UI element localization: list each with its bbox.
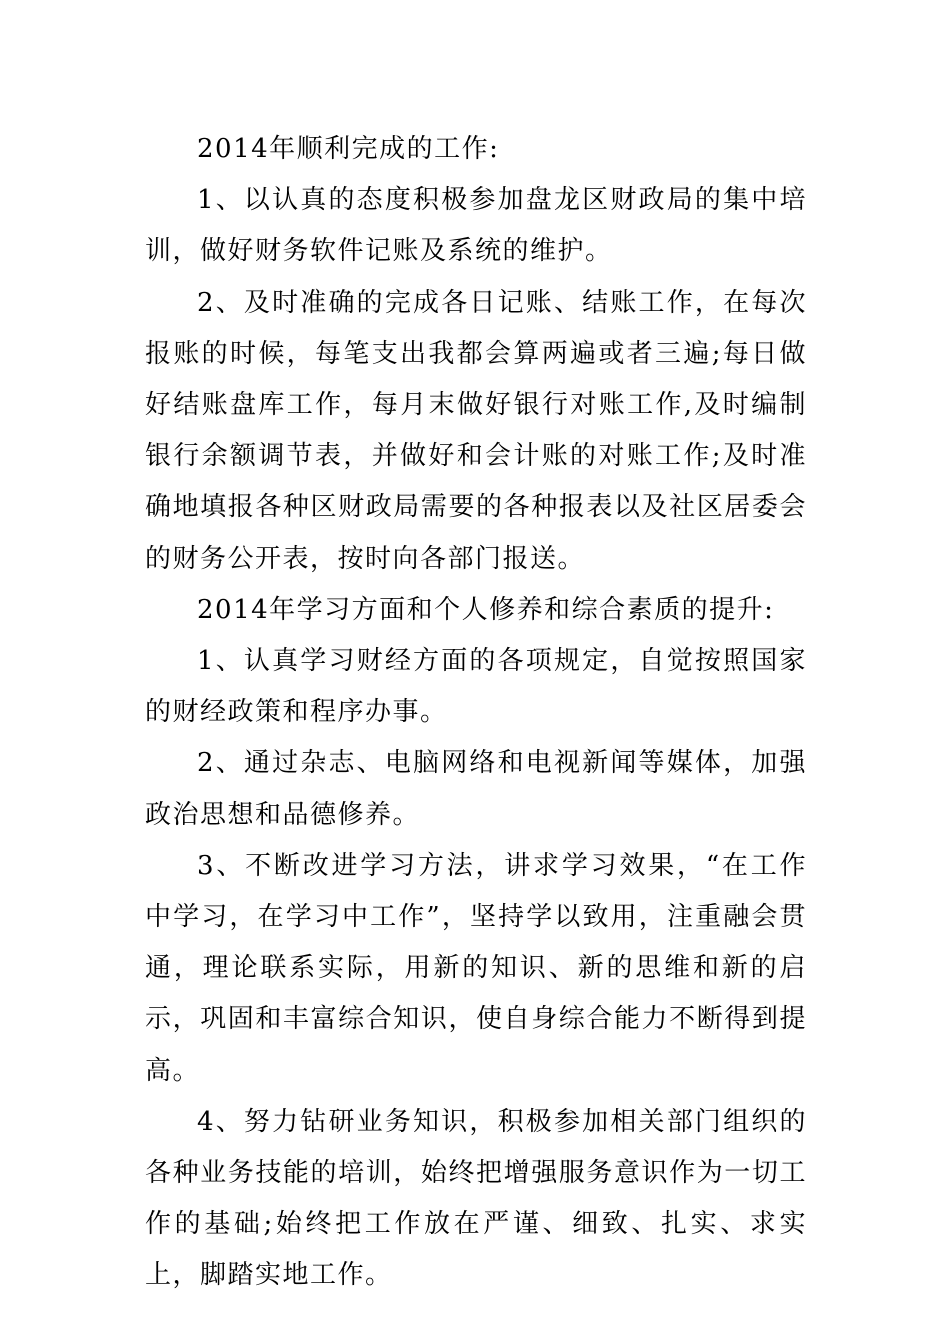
section-heading-work-completed: 2014年顺利完成的工作: (197, 134, 500, 164)
section-heading-study-improvement: 2014年学习方面和个人修养和综合素质的提升: (197, 594, 775, 625)
paragraph-item-business-skills: 4、努力钻研业务知识，积极参加相关部门组织的各种业务技能的培训，始终把增强服务意识作为一切工作的基础;始终把工作放在严谨、细致、扎实、求实上，脚踏实地工作。 (145, 1106, 807, 1291)
paragraph-item-study-methods: 3、不断改进学习方法，讲求学习效果，“在工作中学习，在学习中工作”，坚持学以致用，注重融会贯通，理论联系实际，用新的知识、新的思维和新的启示，巩固和丰富综合知识，使自身综合能力不断得到提高。 (145, 850, 807, 1086)
paragraph-item-training: 1、以认真的态度积极参加盘龙区财政局的集中培训，做好财务软件记账及系统的维护。 (145, 185, 807, 267)
paragraph-item-bookkeeping: 2、及时准确的完成各日记账、结账工作，在每次报账的时候，每笔支出我都会算两遍或者三遍;每日做好结账盘库工作，每月末做好银行对账工作,及时编制银行余额调节表，并做好和会计账的对账工作;及时准确地填报各种区财政局需要的各种报表以及社区居委会的财务公开表，按时向各部门报送。 (145, 287, 807, 574)
paragraph-item-media: 2、通过杂志、电脑网络和电视新闻等媒体，加强政治思想和品德修养。 (145, 748, 807, 830)
document-page (145, 124, 807, 1302)
paragraph-item-regulations: 1、认真学习财经方面的各项规定，自觉按照国家的财经政策和程序办事。 (145, 646, 807, 728)
